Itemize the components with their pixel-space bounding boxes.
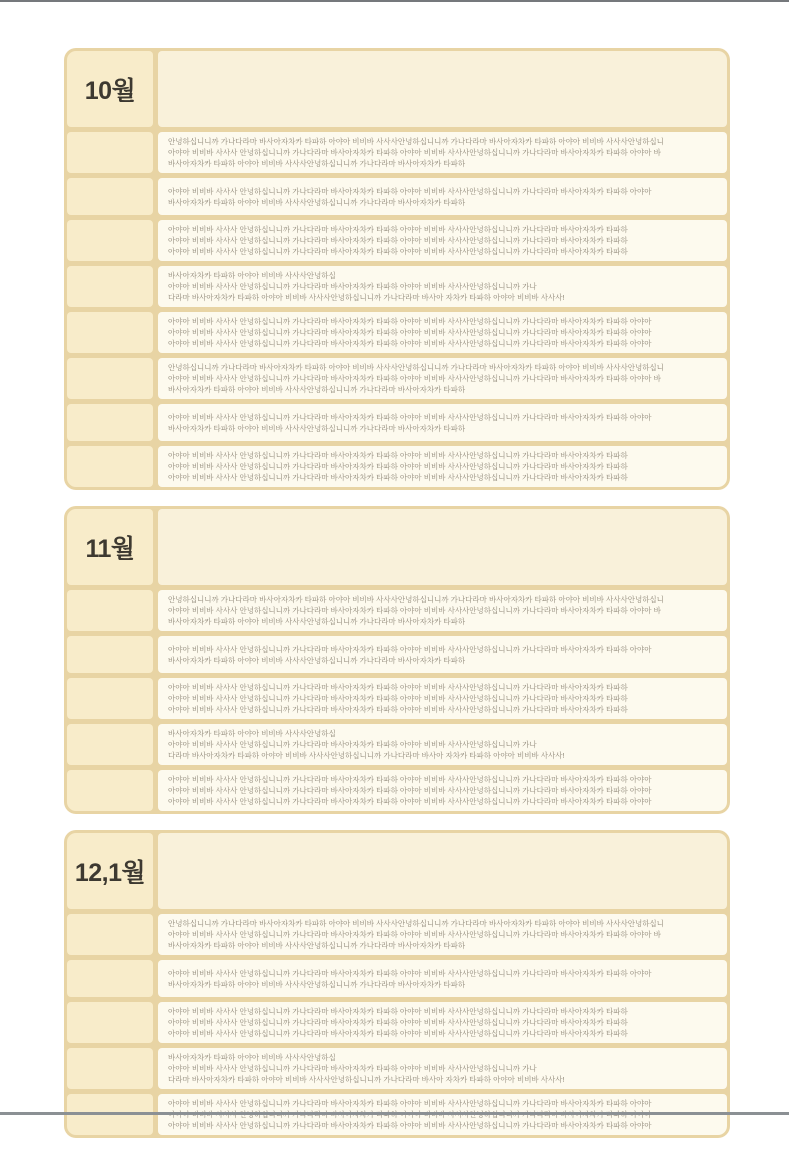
row-text-cell xyxy=(158,1002,727,1043)
row-label-cell xyxy=(67,678,153,719)
text-line: 아야아 비비바 사사사 안녕하십니니까 가나다라마 바사아자차카 타파하 아야아 비비바 사사사안녕하십니니까 가나다라마 바사아자차카 타파하 아야아 xyxy=(168,786,652,795)
text-line: 다라마 바사아자차카 타파하 아야아 비비바 사사사안녕하십니니까 가나다라마 바사아 자차카 타파하 아야아 비비바 사사사! xyxy=(168,293,565,302)
row-label-cell xyxy=(67,636,153,673)
text-line: 아야아 비비바 사사사 안녕하십니니까 가나다라마 바사아자차카 타파하 아야아 비비바 사사사안녕하십니니까 가나다라마 바사아자차카 타파하 아야아 xyxy=(168,412,652,422)
header-spacer-cell xyxy=(158,509,727,585)
row-text-cell xyxy=(158,446,727,487)
header-spacer-cell xyxy=(158,833,727,909)
month-table-section xyxy=(64,48,730,490)
row-label-cell xyxy=(67,960,153,997)
month-header-cell xyxy=(67,509,153,585)
row-text-cell xyxy=(158,132,727,173)
text-line: 다라마 바사아자차카 타파하 아야아 비비바 사사사안녕하십니니까 가나다라마 바사아 자차카 타파하 아야아 비비바 사사사! xyxy=(168,751,565,760)
text-line: 아야아 비비바 사사사 안녕하십니니까 가나다라마 바사아자차카 타파하 아야아 비비바 사사사안녕하십니니까 가나다라마 바사아자차카 타파하 아야아 xyxy=(168,317,652,326)
text-line: 바사아자차카 타파하 아야아 비비바 사사사안녕하십 xyxy=(168,729,336,738)
row-label-cell xyxy=(67,724,153,765)
text-line: 바사아자차카 타파하 아야아 비비바 사사사안녕하십 xyxy=(168,1053,336,1062)
text-line: 아야아 비비바 사사사 안녕하십니니까 가나다라마 바사아자차카 타파하 아야아 비비바 사사사안녕하십니니까 가나다라마 바사아자차카 타파하 xyxy=(168,236,628,245)
text-line: 아야아 비비바 사사사 안녕하십니니까 가나다라마 바사아자차카 타파하 아야아 비비바 사사사안녕하십니니까 가나다라마 바사아자차카 타파하 xyxy=(168,225,628,234)
row-text-cell xyxy=(158,770,727,811)
bottom-divider-rule xyxy=(0,1112,789,1115)
text-line: 아야아 비비바 사사사 안녕하십니니까 가나다라마 바사아자차카 타파하 아야아 비비바 사사사안녕하십니니까 가나다라마 바사아자차카 타파하 아야아 xyxy=(168,797,652,806)
text-line: 안녕하십니니까 가나다라마 바사아자차카 타파하 아야아 비비바 사사사안녕하십니니까 가나다라마 바사아자차카 타파하 아야아 비비바 사사사안녕하십니 xyxy=(168,137,664,146)
text-line: 안녕하십니니까 가나다라마 바사아자차카 타파하 아야아 비비바 사사사안녕하십니니까 가나다라마 바사아자차카 타파하 아야아 비비바 사사사안녕하십니 xyxy=(168,363,664,372)
text-line: 아야아 비비바 사사사 안녕하십니니까 가나다라마 바사아자차카 타파하 아야아 비비바 사사사안녕하십니니까 가나다라마 바사아자차카 타파하 아야아 xyxy=(168,339,652,348)
row-text-cell xyxy=(158,266,727,307)
text-line: 안녕하십니니까 가나다라마 바사아자차카 타파하 아야아 비비바 사사사안녕하십니니까 가나다라마 바사아자차카 타파하 아야아 비비바 사사사안녕하십니 xyxy=(168,595,664,604)
row-label-cell xyxy=(67,1002,153,1043)
row-text-cell xyxy=(158,220,727,261)
month-header-cell xyxy=(67,833,153,909)
text-line: 아야아 비비바 사사사 안녕하십니니까 가나다라마 바사아자차카 타파하 아야아 비비바 사사사안녕하십니니까 가나다라마 바사아자차카 타파하 아야아 xyxy=(168,775,652,784)
row-text-cell xyxy=(158,312,727,353)
text-line: 아야아 비비바 사사사 안녕하십니니까 가나다라마 바사아자차카 타파하 아야아 비비바 사사사안녕하십니니까 가나다라마 바사아자차카 타파하 xyxy=(168,247,628,256)
text-line: 바사아자차카 타파하 아야아 비비바 사사사안녕하십 xyxy=(168,271,336,280)
text-line: 아야아 비비바 사사사 안녕하십니니까 가나다라마 바사아자차카 타파하 아야아 비비바 사사사안녕하십니니까 가나다라마 바사아자차카 타파하 xyxy=(168,683,628,692)
month-header-cell xyxy=(67,51,153,127)
row-label-cell xyxy=(67,312,153,353)
text-line: 바사아자차카 타파하 아야아 비비바 사사사안녕하십니니까 가나다라마 바사아자차카 타파하 xyxy=(168,197,466,207)
row-label-cell xyxy=(67,220,153,261)
text-line: 바사아자차카 타파하 아야아 비비바 사사사안녕하십니니까 가나다라마 바사아자차카 타파하 xyxy=(168,385,466,394)
row-text-cell xyxy=(158,358,727,399)
row-label-cell xyxy=(67,132,153,173)
row-label-cell xyxy=(67,914,153,955)
row-text-cell xyxy=(158,678,727,719)
row-label-cell xyxy=(67,590,153,631)
text-line: 아야아 비비바 사사사 안녕하십니니까 가나다라마 바사아자차카 타파하 아야아 비비바 사사사안녕하십니니까 가나 xyxy=(168,1064,537,1073)
text-line: 안녕하십니니까 가나다라마 바사아자차카 타파하 아야아 비비바 사사사안녕하십니니까 가나다라마 바사아자차카 타파하 아야아 비비바 사사사안녕하십니 xyxy=(168,919,664,928)
month-table-section xyxy=(64,830,730,1138)
text-line: 바사아자차카 타파하 아야아 비비바 사사사안녕하십니니까 가나다라마 바사아자차카 타파하 xyxy=(168,979,466,989)
row-label-cell xyxy=(67,178,153,215)
text-line: 아야아 비비바 사사사 안녕하십니니까 가나다라마 바사아자차카 타파하 아야아 비비바 사사사안녕하십니니까 가나다라마 바사아자차카 타파하 아야아 xyxy=(168,1099,652,1108)
text-line: 바사아자차카 타파하 아야아 비비바 사사사안녕하십니니까 가나다라마 바사아자차카 타파하 xyxy=(168,159,466,168)
row-label-cell xyxy=(67,770,153,811)
text-line: 아야아 비비바 사사사 안녕하십니니까 가나다라마 바사아자차카 타파하 아야아 비비바 사사사안녕하십니니까 가나다라마 바사아자차카 타파하 아야아 바 xyxy=(168,930,661,939)
month-table-section xyxy=(64,506,730,814)
text-line: 아야아 비비바 사사사 안녕하십니니까 가나다라마 바사아자차카 타파하 아야아 비비바 사사사안녕하십니니까 가나다라마 바사아자차카 타파하 아야아 바 xyxy=(168,374,661,383)
row-label-cell xyxy=(67,446,153,487)
text-line: 다라마 바사아자차카 타파하 아야아 비비바 사사사안녕하십니니까 가나다라마 바사아 자차카 타파하 아야아 비비바 사사사! xyxy=(168,1075,565,1084)
month-label: 12,1월 xyxy=(74,859,146,887)
text-line: 아야아 비비바 사사사 안녕하십니니까 가나다라마 바사아자차카 타파하 아야아 비비바 사사사안녕하십니니까 가나다라마 바사아자차카 타파하 xyxy=(168,473,628,482)
text-line: 아야아 비비바 사사사 안녕하십니니까 가나다라마 바사아자차카 타파하 아야아 비비바 사사사안녕하십니니까 가나다라마 바사아자차카 타파하 xyxy=(168,705,628,714)
row-text-cell xyxy=(158,1048,727,1089)
text-line: 아야아 비비바 사사사 안녕하십니니까 가나다라마 바사아자차카 타파하 아야아 비비바 사사사안녕하십니니까 가나다라마 바사아자차카 타파하 아야아 바 xyxy=(168,606,661,615)
row-text-cell xyxy=(158,724,727,765)
month-label: 11월 xyxy=(85,535,135,563)
row-text-cell xyxy=(158,960,727,997)
text-line: 바사아자차카 타파하 아야아 비비바 사사사안녕하십니니까 가나다라마 바사아자차카 타파하 xyxy=(168,941,466,950)
text-line: 아야아 비비바 사사사 안녕하십니니까 가나다라마 바사아자차카 타파하 아야아 비비바 사사사안녕하십니니까 가나다라마 바사아자차카 타파하 아야아 xyxy=(168,968,652,978)
text-line: 아야아 비비바 사사사 안녕하십니니까 가나다라마 바사아자차카 타파하 아야아 비비바 사사사안녕하십니니까 가나다라마 바사아자차카 타파하 xyxy=(168,1007,628,1016)
text-line: 바사아자차카 타파하 아야아 비비바 사사사안녕하십니니까 가나다라마 바사아자차카 타파하 xyxy=(168,617,466,626)
text-line: 아야아 비비바 사사사 안녕하십니니까 가나다라마 바사아자차카 타파하 아야아 비비바 사사사안녕하십니니까 가나다라마 바사아자차카 타파하 xyxy=(168,462,628,471)
text-line: 아야아 비비바 사사사 안녕하십니니까 가나다라마 바사아자차카 타파하 아야아 비비바 사사사안녕하십니니까 가나다라마 바사아자차카 타파하 xyxy=(168,694,628,703)
text-line: 아야아 비비바 사사사 안녕하십니니까 가나다라마 바사아자차카 타파하 아야아 비비바 사사사안녕하십니니까 가나다라마 바사아자차카 타파하 아야아 xyxy=(168,328,652,337)
row-label-cell xyxy=(67,404,153,441)
month-label: 10월 xyxy=(84,77,136,105)
row-label-cell xyxy=(67,1048,153,1089)
text-line: 아야아 비비바 사사사 안녕하십니니까 가나다라마 바사아자차카 타파하 아야아 비비바 사사사안녕하십니니까 가나다라마 바사아자차카 타파하 아야아 xyxy=(168,644,652,654)
text-line: 아야아 비비바 사사사 안녕하십니니까 가나다라마 바사아자차카 타파하 아야아 비비바 사사사안녕하십니니까 가나다라마 바사아자차카 타파하 아야아 바 xyxy=(168,148,661,157)
text-line: 바사아자차카 타파하 아야아 비비바 사사사안녕하십니니까 가나다라마 바사아자차카 타파하 xyxy=(168,423,466,433)
row-text-cell xyxy=(158,914,727,955)
row-label-cell xyxy=(67,266,153,307)
row-text-cell xyxy=(158,590,727,631)
row-label-cell xyxy=(67,358,153,399)
row-text-cell xyxy=(158,636,727,673)
header-spacer-cell xyxy=(158,51,727,127)
row-text-cell xyxy=(158,178,727,215)
row-text-cell xyxy=(158,404,727,441)
text-line: 아야아 비비바 사사사 안녕하십니니까 가나다라마 바사아자차카 타파하 아야아 비비바 사사사안녕하십니니까 가나 xyxy=(168,740,537,749)
text-line: 아야아 비비바 사사사 안녕하십니니까 가나다라마 바사아자차카 타파하 아야아 비비바 사사사안녕하십니니까 가나다라마 바사아자차카 타파하 xyxy=(168,451,628,460)
month-tables-container xyxy=(64,48,730,1154)
text-line: 아야아 비비바 사사사 안녕하십니니까 가나다라마 바사아자차카 타파하 아야아 비비바 사사사안녕하십니니까 가나다라마 바사아자차카 타파하 아야아 xyxy=(168,1121,652,1130)
text-line: 아야아 비비바 사사사 안녕하십니니까 가나다라마 바사아자차카 타파하 아야아 비비바 사사사안녕하십니니까 가나다라마 바사아자차카 타파하 xyxy=(168,1029,628,1038)
top-divider-rule xyxy=(0,0,789,2)
text-line: 아야아 비비바 사사사 안녕하십니니까 가나다라마 바사아자차카 타파하 아야아 비비바 사사사안녕하십니니까 가나다라마 바사아자차카 타파하 아야아 xyxy=(168,186,652,196)
text-line: 아야아 비비바 사사사 안녕하십니니까 가나다라마 바사아자차카 타파하 아야아 비비바 사사사안녕하십니니까 가나 xyxy=(168,282,537,291)
text-line: 바사아자차카 타파하 아야아 비비바 사사사안녕하십니니까 가나다라마 바사아자차카 타파하 xyxy=(168,655,466,665)
text-line: 아야아 비비바 사사사 안녕하십니니까 가나다라마 바사아자차카 타파하 아야아 비비바 사사사안녕하십니니까 가나다라마 바사아자차카 타파하 xyxy=(168,1018,628,1027)
